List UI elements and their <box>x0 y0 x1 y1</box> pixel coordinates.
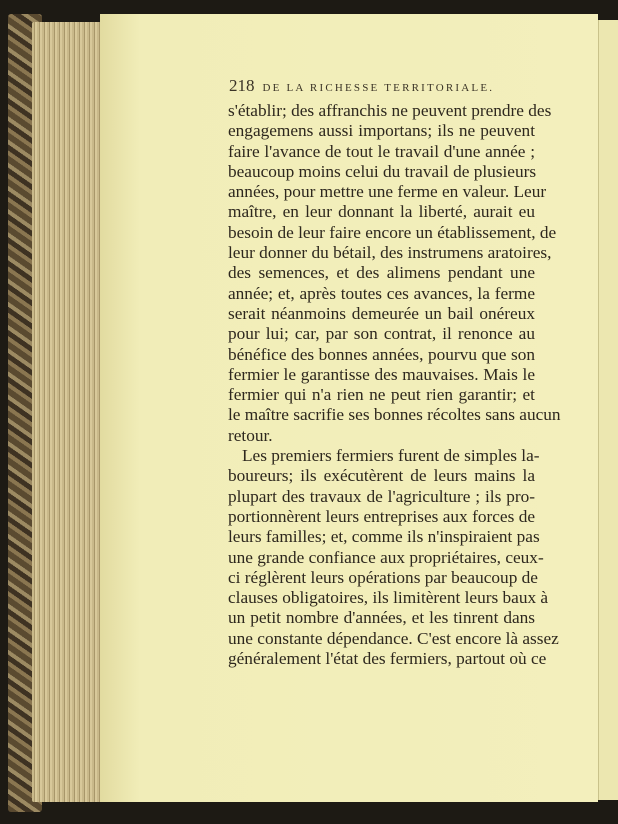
text-line: portionnèrent leurs entreprises aux forces de <box>228 506 535 526</box>
text-line: clauses obligatoires, ils limitèrent leurs baux à <box>228 588 549 608</box>
text-line: leurs familles; et, comme ils n'inspiraient pas <box>228 527 540 547</box>
text-line: Les premiers fermiers furent de simples la- <box>242 446 540 466</box>
text-line: généralement l'état des fermiers, partout où ce <box>228 649 547 669</box>
text-line: bénéfice des bonnes années, pourvu que son <box>228 344 535 364</box>
text-line: années, pour mettre une ferme en valeur. Leur <box>228 182 547 202</box>
text-line: une grande confiance aux propriétaires, ceux- <box>228 547 544 567</box>
running-header <box>229 76 539 96</box>
text-line: beaucoup moins celui du travail de plusieurs <box>228 161 537 181</box>
text-line: ci réglèrent leurs opérations par beaucoup de <box>228 567 538 587</box>
text-line: boureurs; ils exécutèrent de leurs mains la <box>228 466 535 486</box>
text-line: retour. <box>228 425 273 445</box>
text-line: fermier qui n'a rien ne peut rien garantir; et <box>228 385 535 405</box>
text-line: des semences, et des alimens pendant une <box>228 263 535 283</box>
page-number: 218 <box>229 76 255 95</box>
text-line: leur donner du bétail, des instrumens aratoires, <box>228 243 552 263</box>
body-text <box>228 101 561 669</box>
text-line: maître, en leur donnant la liberté, aurait eu <box>228 202 535 222</box>
running-title: DE LA RICHESSE TERRITORIALE. <box>262 82 495 94</box>
text-line: le maître sacrifie ses bonnes récoltes sans aucun <box>228 405 561 425</box>
text-line: serait néanmoins demeurée un bail onéreux <box>228 303 535 323</box>
text-line: s'établir; des affranchis ne peuvent prendre des <box>228 101 552 120</box>
text-line: année; et, après toutes ces avances, la ferme <box>228 283 535 303</box>
text-line: besoin de leur faire encore un établissement, de <box>228 222 557 242</box>
page-edges <box>32 22 104 802</box>
text-line: faire l'avance de tout le travail d'une année ; <box>228 141 535 161</box>
text-line: plupart des travaux de l'agriculture ; ils pro- <box>228 486 535 506</box>
text-line: pour lui; car, par son contrat, il renonce au <box>228 324 535 344</box>
text-line: un petit nombre d'années, et les tinrent dans <box>228 608 535 628</box>
text-line: fermier le garantisse des mauvaises. Mais le <box>228 364 535 384</box>
text-line: engagemens aussi importans; ils ne peuvent <box>228 121 535 141</box>
facing-page-edge <box>598 20 618 800</box>
text-line: une constante dépendance. C'est encore là assez <box>228 628 559 648</box>
